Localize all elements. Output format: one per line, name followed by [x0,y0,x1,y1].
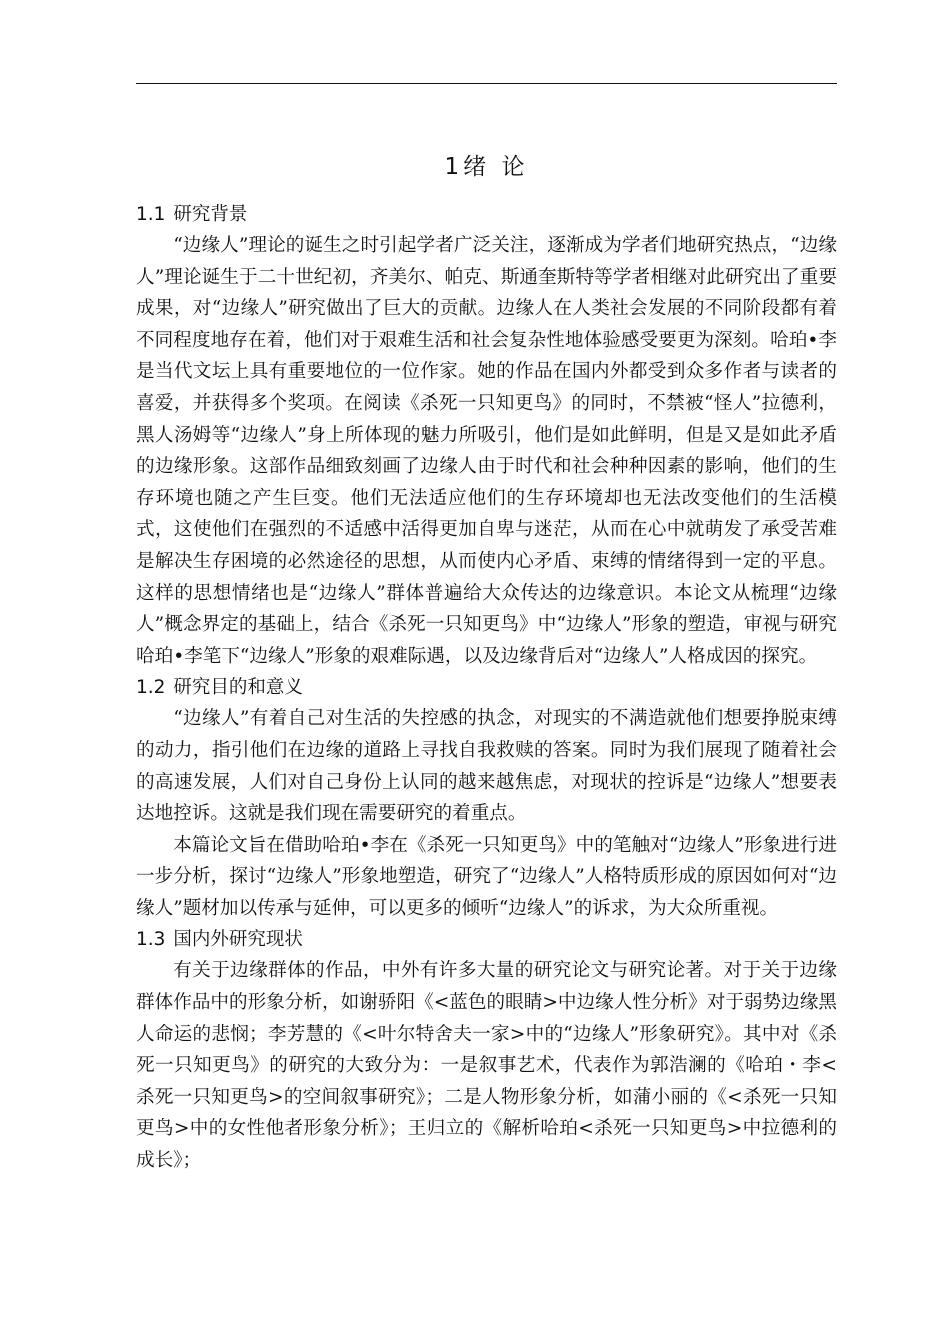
section-research-background [136,199,837,672]
paragraph: “边缘人”有着自己对生活的失控感的执念，对现实的不满造就他们想要挣脱束缚的动力，指引他们在边缘的道路上寻找自我救赎的答案。同时为我们展现了随着社会的高速发展，人们对自己身份上认同的越来越焦虑，对现状的控诉是“边缘人”想要表达地控诉。这就是我们现在需要研究的着重点。 [136,708,837,825]
section-number: 1.2 [136,677,166,699]
paragraph: “边缘人”理论的诞生之时引起学者广泛关注，逐渐成为学者们地研究热点，“边缘人”理论诞生于二十世纪初，齐美尔、帕克、斯通奎斯特等学者相继对此研究出了重要成果，对“边缘人”研究做出了巨大的贡献。边缘人在人类社会发展的不同阶段都有着不同程度地存在着，他们对于艰难生活和社会复杂性地体验感受要更为深刻。哈珀•李是当代文坛上具有重要地位的一位作家。她的作品在国内外都受到众多作者与读者的喜爱，并获得多个奖项。在阅读《杀死一只知更鸟》的同时，不禁被“怪人”拉德利，黑人汤姆等“边缘人”身上所体现的魅力所吸引，他们是如此鲜明，但是又是如此矛盾的边缘形象。这部作品细致刻画了边缘人由于时代和社会种种因素的影响，他们的生存环境也随之产生巨变。他们无法适应他们的生存环境却也无法改变他们的生活模式，这使他们在强烈的不适感中活得更加自卑与迷茫，从而在心中就萌发了承受苦难是解决生存困境的必然途径的思想，从而使内心矛盾、束缚的情绪得到一定的平息。这样的思想情绪也是“边缘人”群体普遍给大众传达的边缘意识。本论文从梳理“边缘人”概念界定的基础上，结合《杀死一只知更鸟》中“边缘人”形象的塑造，审视与研究哈珀•李笔下“边缘人”形象的艰难际遇，以及边缘背后对“边缘人”人格成因的探究。 [136,235,837,667]
section-heading [136,924,837,955]
section-number: 1.1 [136,204,166,225]
section-number: 1.3 [136,929,166,951]
paragraph: 有关于边缘群体的作品，中外有许多大量的研究论文与研究论著。对于关于边缘群体作品中的形象分析，如谢骄阳《<蓝色的眼睛>中边缘人性分析》对于弱势边缘黑人命运的悲悯；李芳慧的《<叶尔特舍夫一家>中的“边缘人”形象研究》。其中对《杀死一只知更鸟》的研究的大致分为：一是叙事艺术，代表作为郭浩澜的《哈珀・李<杀死一只知更鸟>的空间叙事研究》；二是人物形象分析，如蒲小丽的《<杀死一只知更鸟>中的女性他者形象分析》；王归立的《解析哈珀<杀死一只知更鸟>中拉德利的成长》； [136,960,837,1172]
paragraph: 本篇论文旨在借助哈珀•李在《杀死一只知更鸟》中的笔触对“边缘人”形象进行进一步分析，探讨“边缘人”形象地塑造，研究了“边缘人”人格特质形成的原因如何对“边缘人”题材加以传承与延伸，可以更多的倾听“边缘人”的诉求，为大众所重视。 [136,834,837,919]
section-research-purpose [136,672,837,924]
section-title: 研究背景 [173,204,248,225]
page-content [136,145,837,1177]
header-rule [136,83,837,84]
section-research-status [136,924,837,1176]
section-heading [136,672,837,703]
chapter-title: 1绪 论 [444,154,529,180]
section-title: 国内外研究现状 [173,929,303,951]
section-heading [136,199,837,230]
section-title: 研究目的和意义 [173,677,303,699]
